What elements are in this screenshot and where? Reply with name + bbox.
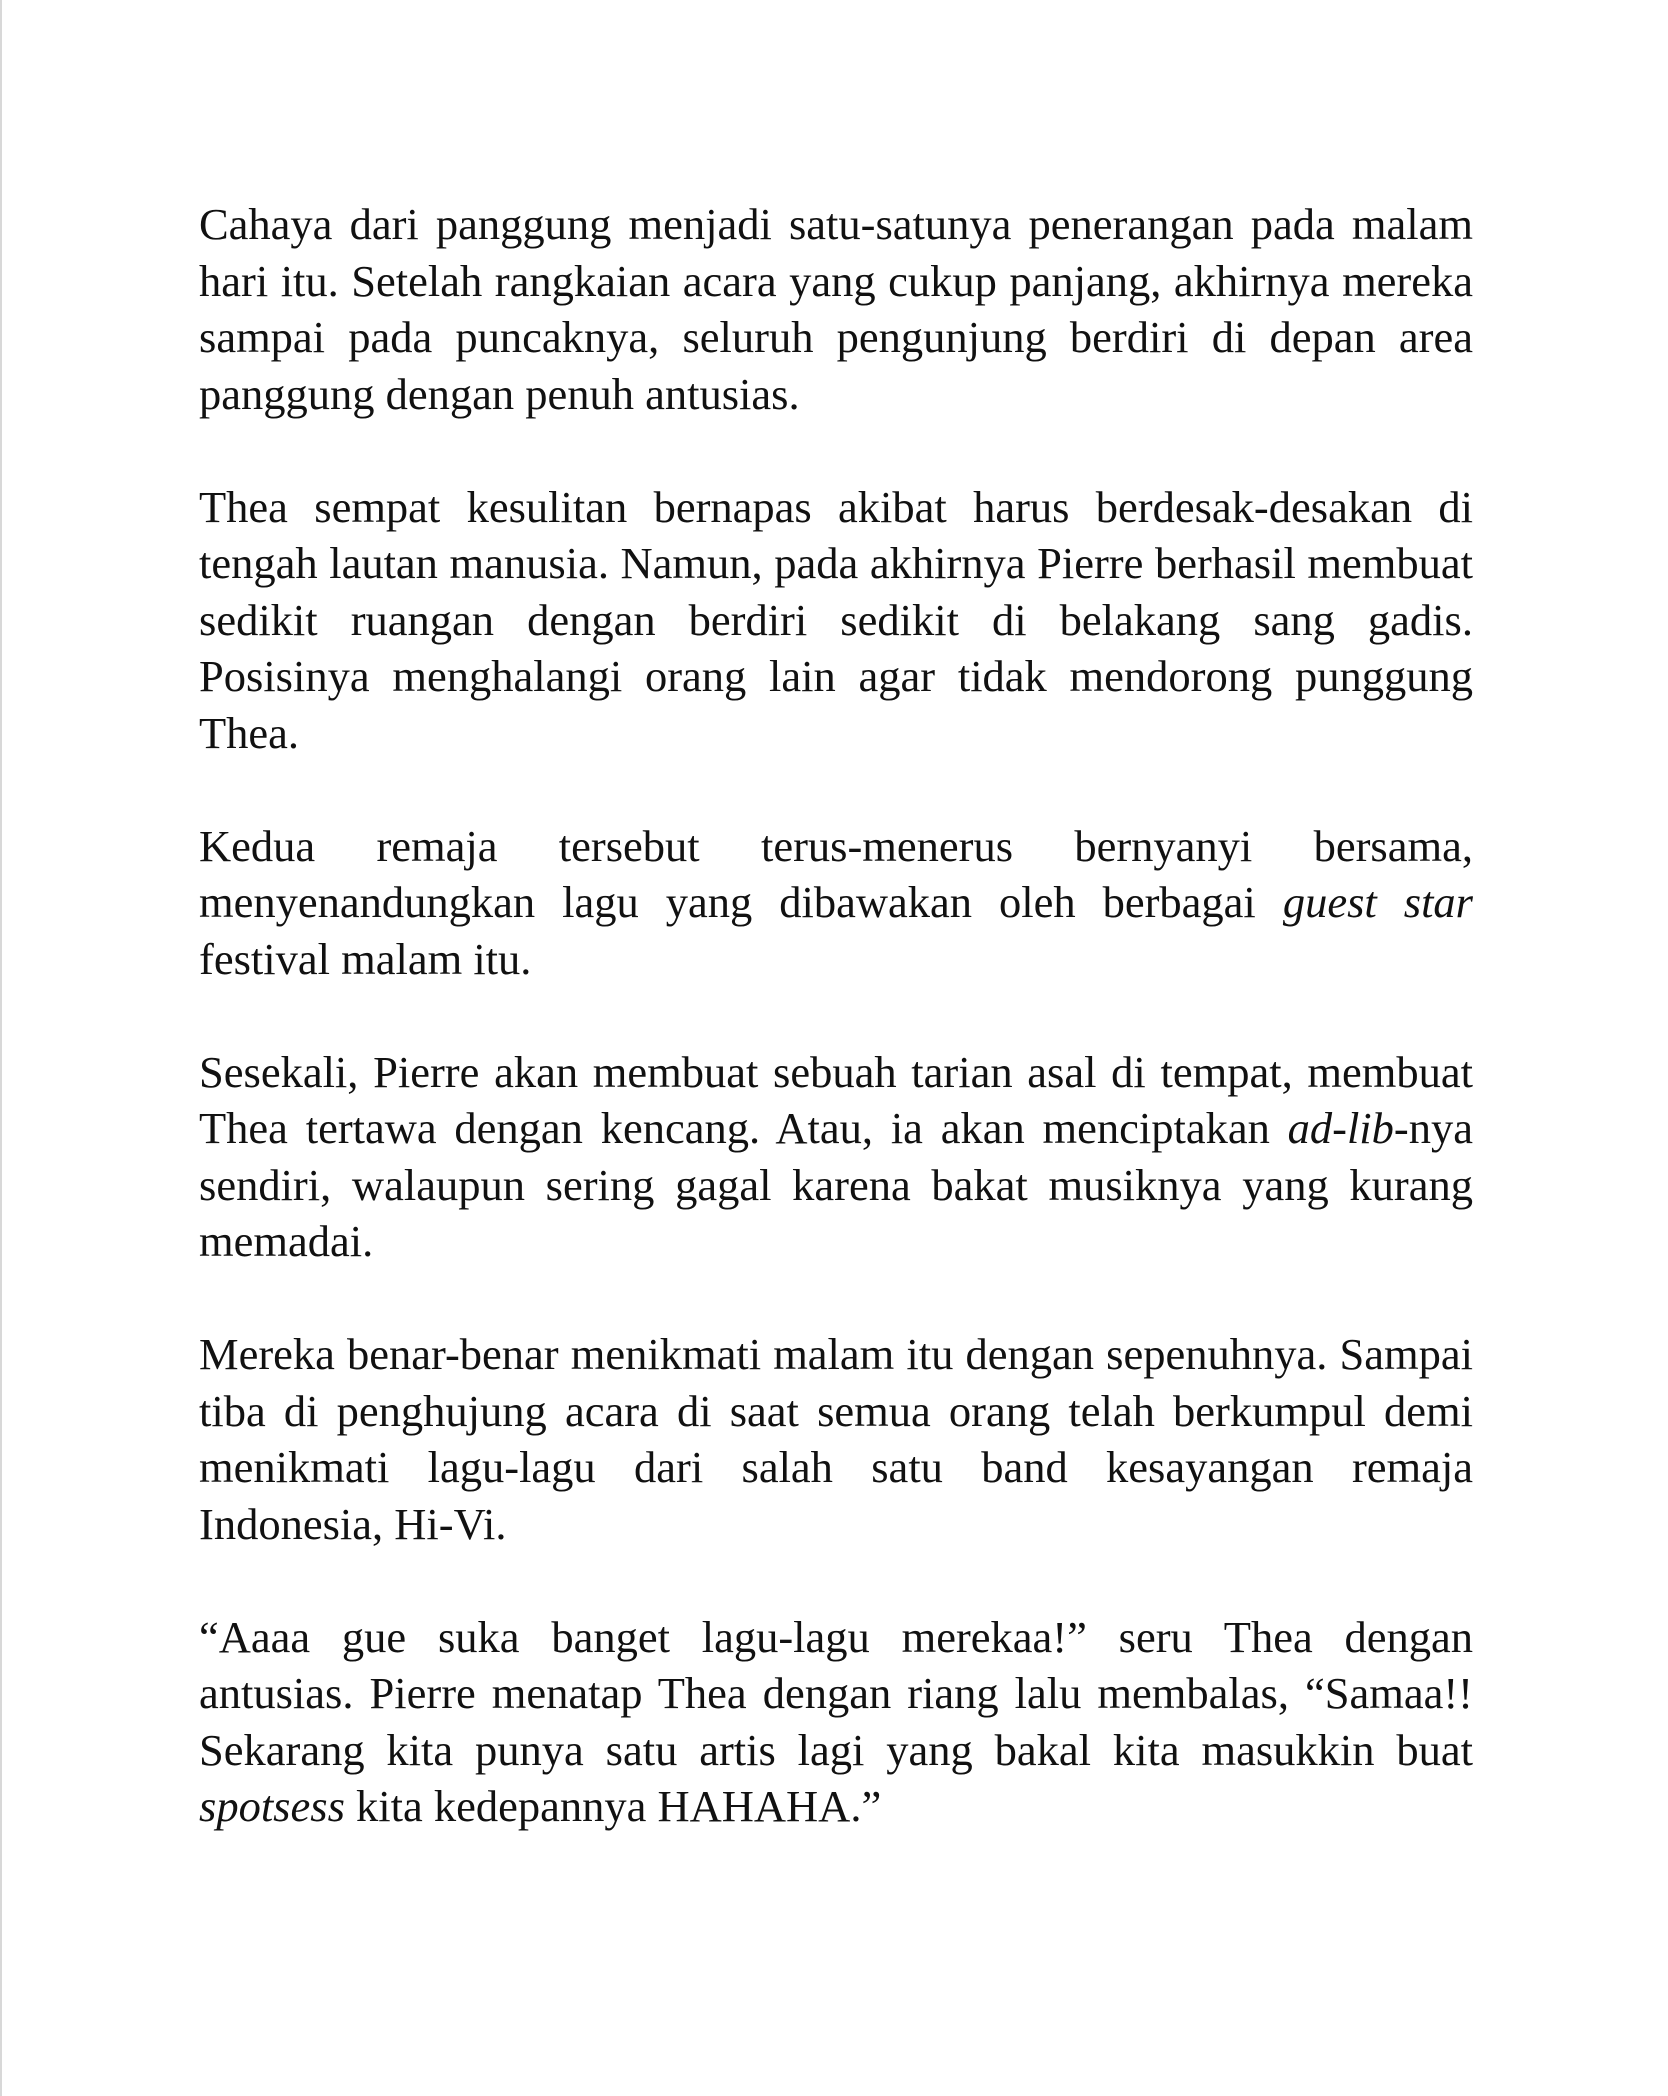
italic-text-run: spotsess [199, 1781, 345, 1831]
text-run: “Aaaa gue suka banget lagu-lagu merekaa!” seru Thea dengan antusias. Pierre menatap Thea dengan riang lalu membalas, “Samaa!! Sekarang kita punya satu artis lagi yang bakal kita masukkin buat [199, 1611, 1473, 1775]
paragraph [199, 1326, 1473, 1552]
paragraph [199, 196, 1473, 422]
text-run: Cahaya dari panggung menjadi satu-satunya penerangan pada malam hari itu. Setelah rangkaian acara yang cukup panjang, akhirnya mereka sampai pada puncaknya, seluruh pengunjung berdiri di depan area panggung dengan penuh antusias. [199, 199, 1473, 419]
text-run: festival malam itu. [199, 933, 532, 984]
text-run: -nya sendiri, walaupun sering gagal karena bakat musiknya yang kurang memadai. [199, 1103, 1473, 1266]
text-run: Sesekali, Pierre akan membuat sebuah tarian asal di tempat, membuat Thea tertawa dengan kencang. Atau, ia akan menciptakan [199, 1046, 1473, 1153]
story-text [199, 196, 1473, 1835]
paragraph [199, 1044, 1473, 1270]
paragraph [199, 818, 1473, 988]
text-run: Kedua remaja tersebut terus-menerus bernyanyi bersama, menyenandungkan lagu yang dibawakan oleh berbagai [199, 820, 1473, 927]
text-run: Mereka benar-benar menikmati malam itu dengan sepenuhnya. Sampai tiba di penghujung acara di saat semua orang telah berkumpul demi menikmati lagu-lagu dari salah satu band kesayangan remaja Indonesia, Hi-Vi. [199, 1329, 1473, 1549]
paragraph [199, 479, 1473, 762]
text-run: kita kedepannya HAHAHA.” [344, 1781, 882, 1831]
italic-text-run: ad-lib [1287, 1103, 1394, 1153]
italic-text-run: guest star [1282, 877, 1473, 927]
text-run: Thea sempat kesulitan bernapas akibat harus berdesak-desakan di tengah lautan manusia. Namun, pada akhirnya Pierre berhasil membuat sedikit ruangan dengan berdiri sedikit di belakang sang gadis. Posisinya menghalangi orang lain agar tidak mendorong punggung Thea. [199, 481, 1473, 758]
paragraph [199, 1609, 1473, 1835]
